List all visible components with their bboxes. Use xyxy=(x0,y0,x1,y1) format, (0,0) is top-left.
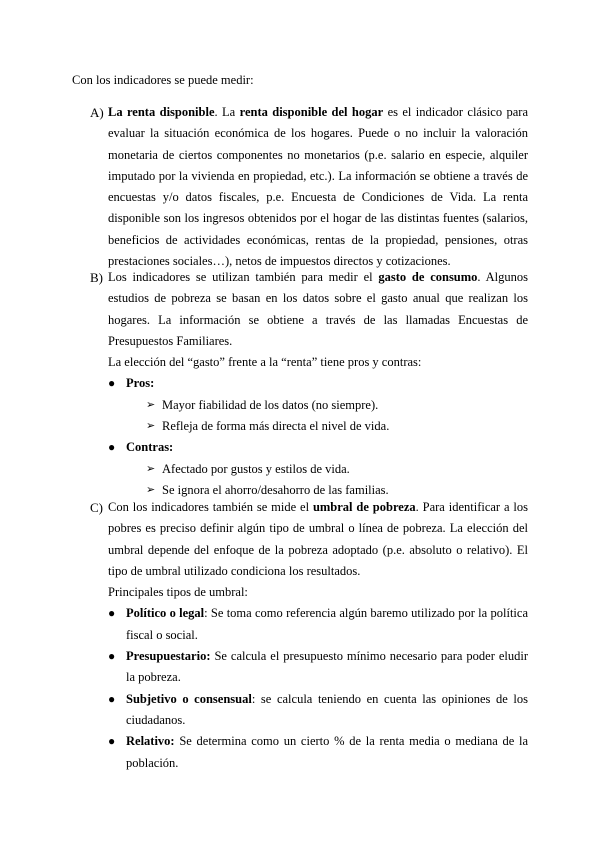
bullet-icon: ● xyxy=(108,734,116,749)
bullet-icon: ● xyxy=(108,649,116,664)
bullet-icon: ● xyxy=(108,691,116,706)
pros-item: ➢ Mayor fiabilidad de los datos (no siempre). xyxy=(90,395,528,416)
bullet-icon: ● xyxy=(108,440,116,455)
bullet-icon: ● xyxy=(108,606,116,621)
section-c xyxy=(90,497,528,774)
choice-text: La elección del “gasto” frente a la “renta” tiene pros y contras: xyxy=(108,355,422,370)
pros-item: ➢ Refleja de forma más directa el nivel de vida. xyxy=(90,416,528,437)
section-a-letter: A) xyxy=(90,105,104,120)
pros-label: Pros: xyxy=(126,376,155,391)
gasto-consumo-term: gasto de consumo xyxy=(378,270,478,284)
section-c-letter: C) xyxy=(90,500,103,515)
renta-disponible-term: La renta disponible xyxy=(108,105,215,119)
contras-item: ➢ Se ignora el ahorro/desahorro de las familias. xyxy=(90,480,528,501)
bullet-icon: ● xyxy=(108,376,116,391)
arrow-bullet-icon: ➢ xyxy=(146,483,156,496)
types-intro: Principales tipos de umbral: xyxy=(108,585,248,600)
pros-bullet xyxy=(90,373,528,394)
contras-item: ➢ Afectado por gustos y estilos de vida. xyxy=(90,459,528,480)
threshold-type-item: ● Político o legal: Se toma como referencia algún baremo utilizado por la política fiscal o social. xyxy=(90,603,528,646)
section-a xyxy=(90,102,528,272)
contras-label: Contras: xyxy=(126,440,174,455)
intro-text: Con los indicadores se puede medir: xyxy=(72,73,254,87)
section-a-paragraph: La renta disponible. La renta disponible del hogar es el indicador clásico para evaluar la situación económica de los hogares. Puede o no incluir la valoración monetaria de ciertos componentes no monetarios (p.e. salario en especie, alquiler imputado por la vivienda en propiedad, etc.). La información se obtiene a través de encuestas y/o datos fiscales, p.e. Encuesta de Condiciones de Vida. La renta disponible son los ingresos obtenidos por el hogar de las distintas fuentes (salarios, beneficios de actividades económicas, rentas de la propiedad, pensiones, otras prestaciones sociales…), netos de impuestos directos y cotizaciones. xyxy=(108,105,529,269)
contras-bullet xyxy=(90,437,528,458)
threshold-type-item: ● Subjetivo o consensual: se calcula teniendo en cuenta las opiniones de los ciudadanos. xyxy=(90,689,528,732)
arrow-bullet-icon: ➢ xyxy=(146,398,156,411)
renta-disponible-hogar-term: renta disponible del hogar xyxy=(239,105,384,119)
section-b-letter: B) xyxy=(90,270,103,285)
section-b-paragraph: Los indicadores se utilizan también para medir el gasto de consumo. Algunos estudios de pobreza se basan en los datos sobre el gasto anual que realizan los hogares. La información se obtiene a través de las llamadas Encuestas de Presupuestos Familiares. xyxy=(108,270,528,348)
threshold-type-item: ● Presupuestario: Se calcula el presupuesto mínimo necesario para poder eludir la pobreza. xyxy=(90,646,528,689)
section-c-paragraph: Con los indicadores también se mide el umbral de pobreza. Para identificar a los pobres es preciso definir algún tipo de umbral o línea de pobreza. La elección del umbral depende del enfoque de la pobreza adoptado (p.e. absoluto o relativo). El tipo de umbral utilizado condiciona los resultados. xyxy=(108,500,528,578)
threshold-type-item: ● Relativo: Se determina como un cierto % de la renta media o mediana de la población. xyxy=(90,731,528,774)
umbral-pobreza-term: umbral de pobreza xyxy=(312,500,416,514)
arrow-bullet-icon: ➢ xyxy=(146,420,156,433)
section-b xyxy=(90,267,528,501)
arrow-bullet-icon: ➢ xyxy=(146,462,156,475)
